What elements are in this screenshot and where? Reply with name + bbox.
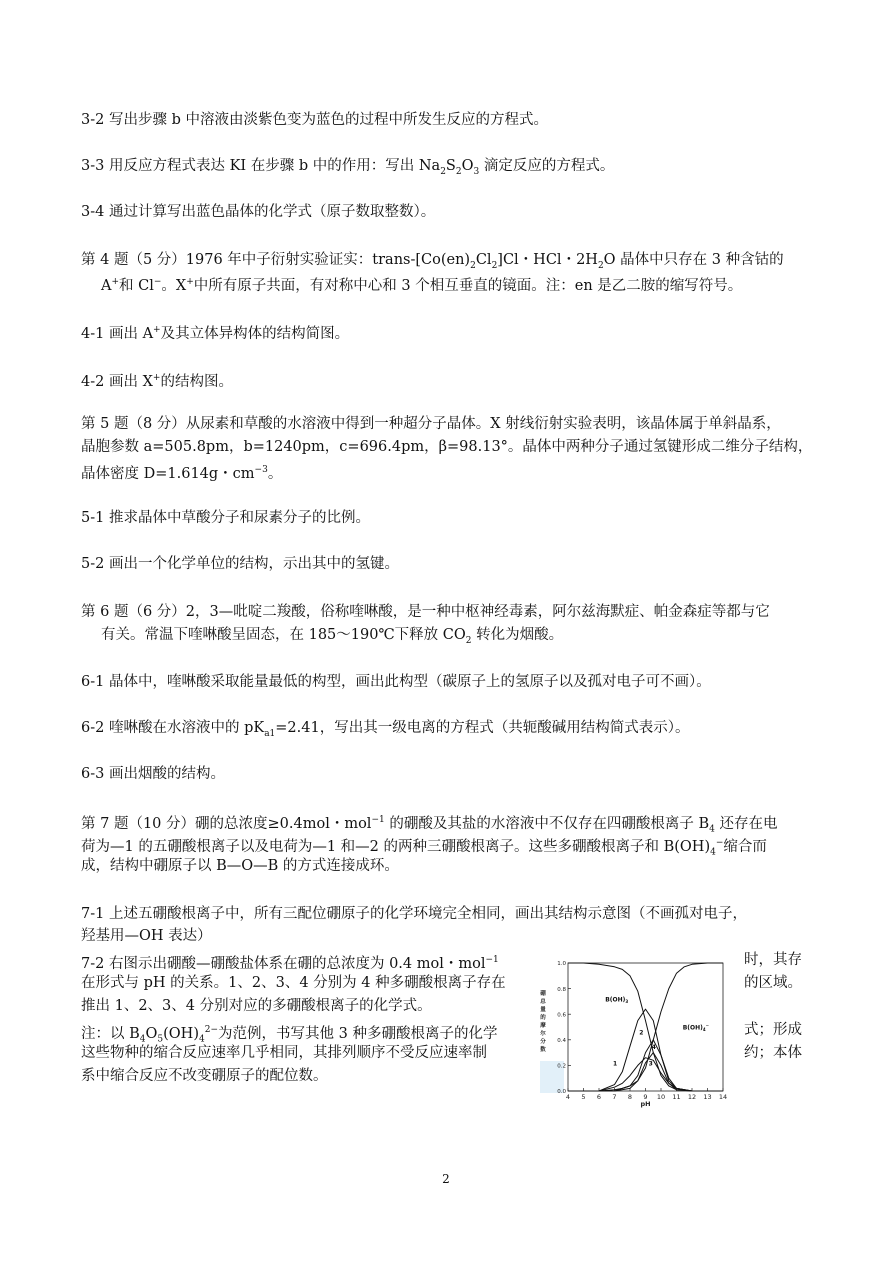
x-tick-label: 10 <box>656 1093 666 1101</box>
question-5-1: 5-1 推求晶体中草酸分子和尿素分子的比例。 <box>81 510 370 526</box>
question-7-2-right-2: 的区域。 <box>744 975 802 991</box>
y-axis-label-char: 硼 <box>540 991 546 997</box>
question-4-1: 4-1 画出 A+及其立体异构体的结构简图。 <box>81 325 350 342</box>
y-axis-label-char: 总 <box>540 999 546 1005</box>
problem-5-intro: 第 5 题（8 分）从尿素和草酸的水溶液中得到一种超分子晶体。X 射线衍射实验表明，该晶体属于单斜晶系， <box>81 416 781 432</box>
question-7-2: 7-2 右图示出硼酸—硼酸盐体系在硼的总浓度为 0.4 mol・mol$^{-1}$ <box>81 955 499 972</box>
problem-6-intro-cont: 有关。常温下喹啉酸呈固态，在 185～190℃下释放 $CO_2$ 转化为烟酸。 <box>101 627 564 646</box>
question-3-2: 3-2 写出步骤 b 中溶液由淡紫色变为蓝色的过程中所发生反应的方程式。 <box>81 112 548 128</box>
curve-label: $B(OH)_4^-$ <box>682 1023 710 1033</box>
problem-5-intro-line3: 晶体密度 D=1.614g・$cm^{-3}$。 <box>81 465 283 482</box>
question-4-2: 4-2 画出 X+的结构图。 <box>81 373 233 390</box>
problem-7-intro: 第 7 题（10 分）硼的总浓度≥0.4mol・mol$^{-1}$ 的硼酸及其盐的水溶液中不仅存在四硼酸根离子 $B_4$ 还存在电 <box>81 815 778 835</box>
problem-6-intro: 第 6 题（6 分）2，3—吡啶二羧酸，俗称喹啉酸，是一种中枢神经毒素，阿尔兹海默症、帕金森症等都与它 <box>81 604 770 620</box>
x-tick-label: 14 <box>718 1093 728 1101</box>
y-tick-label: 0.2 <box>557 1063 566 1070</box>
y-axis-label-char: 摩 <box>540 1023 546 1029</box>
y-tick-label: 0.4 <box>557 1038 566 1044</box>
question-3-3: 3-3 用反应方程式表达 KI 在步骤 b 中的作用：写出 $Na_2S_2O_3$ 滴定反应的方程式。 <box>81 158 615 177</box>
question-7-2-note-line2: 这些物种的缩合反应速率几乎相同，其排列顺序不受反应速率制 <box>81 1045 487 1061</box>
x-tick-label: 11 <box>672 1093 681 1101</box>
series-line-2 <box>568 1009 692 1091</box>
question-7-2-right-1: 时，其存 <box>744 952 802 968</box>
question-7-2-right-3: 式；形成 <box>744 1022 802 1038</box>
question-5-2: 5-2 画出一个化学单位的结构，示出其中的氢键。 <box>81 556 399 572</box>
y-tick-label: 0.6 <box>557 1012 566 1019</box>
y-axis-label-char: 分 <box>540 1039 546 1045</box>
y-axis-label-char: 的 <box>540 1015 546 1021</box>
question-6-3: 6-3 画出烟酸的结构。 <box>81 766 225 782</box>
x-tick-label: 7 <box>612 1093 617 1101</box>
x-tick-label: 9 <box>643 1093 648 1101</box>
question-7-1: 7-1 上述五硼酸根离子中，所有三配位硼原子的化学环境完全相同，画出其结构示意图（不画孤对电子， <box>81 906 747 922</box>
problem-7-intro-line2: 荷为—1 的五硼酸根离子以及电荷为—1 和—2 的两种三硼酸根离子。这些多硼酸根离子和 $B(OH)_4^-$缩合而 <box>81 838 767 858</box>
curve-label: 3 <box>648 1060 653 1068</box>
question-7-1-cont: 羟基用—OH 表达） <box>81 928 212 944</box>
y-tick-label: 1.0 <box>557 961 566 968</box>
question-6-2: 6-2 喹啉酸在水溶液中的 $pK_{a1}=2.41$，写出其一级电离的方程式（共轭酸碱用结构简式表示）。 <box>81 720 690 739</box>
y-tick-label: 0.0 <box>557 1089 566 1096</box>
page-number: 2 <box>442 1172 450 1186</box>
x-tick-label: 8 <box>627 1093 633 1101</box>
question-3-4: 3-4 通过计算写出蓝色晶体的化学式（原子数取整数）。 <box>81 204 436 220</box>
x-tick-label: 13 <box>703 1093 712 1101</box>
curve-label: 4 <box>651 1043 656 1051</box>
problem-5-intro-line2: 晶胞参数 a=505.8pm，b=1240pm，c=696.4pm，β=98.13°。晶体中两种分子通过氢键形成二维分子结构， <box>81 439 813 455</box>
y-tick-label: 0.8 <box>557 986 566 993</box>
x-tick-label: 4 <box>565 1093 571 1101</box>
y-axis-label-char: 量 <box>540 1007 546 1013</box>
problem-4-intro-cont: A+和 Cl−。X+中所有原子共面，有对称中心和 3 个相互垂直的镜面。注：en 是乙二胺的缩写符号。 <box>101 277 743 294</box>
x-tick-label: 5 <box>581 1093 586 1101</box>
curve-label: $B(OH)_3$ <box>605 996 629 1004</box>
question-7-2-right-4: 约；本体 <box>744 1045 802 1061</box>
curve-label: 2 <box>639 1029 644 1037</box>
question-7-2-note-line3: 系中缩合反应不改变硼原子的配位数。 <box>81 1068 328 1084</box>
x-tick-label: 12 <box>687 1093 697 1101</box>
question-7-2-note: 注：以 $B_4O_5(OH)_4^{2-}$为范例，书写其他 3 种多硼酸根离子的化学 <box>81 1025 498 1045</box>
problem-4-intro: 第 4 题（5 分）1976 年中子衍射实验证实：trans-$[Co(en)_2Cl_2]Cl$・HCl・$2H_2O$ 晶体中只存在 3 种含钴的 <box>81 252 784 271</box>
x-axis-label: pH <box>640 1100 651 1108</box>
question-7-2-line2: 在形式与 pH 的关系。1、2、3、4 分别为 4 种多硼酸根离子存在 <box>81 975 506 991</box>
boron-species-chart <box>535 953 735 1108</box>
question-6-1: 6-1 晶体中，喹啉酸采取能量最低的构型，画出此构型（碳原子上的氢原子以及孤对电子可不画）。 <box>81 674 711 690</box>
curve-label: 1 <box>612 1060 618 1068</box>
x-tick-label: 6 <box>596 1093 602 1101</box>
y-axis-label-char: 尔 <box>540 1031 546 1037</box>
question-7-2-line3: 推出 1、2、3、4 分别对应的多硼酸根离子的化学式。 <box>81 998 432 1014</box>
y-axis-label-char: 数 <box>540 1047 546 1053</box>
problem-7-intro-line3: 成，结构中硼原子以 B—O—B 的方式连接成环。 <box>81 858 399 874</box>
